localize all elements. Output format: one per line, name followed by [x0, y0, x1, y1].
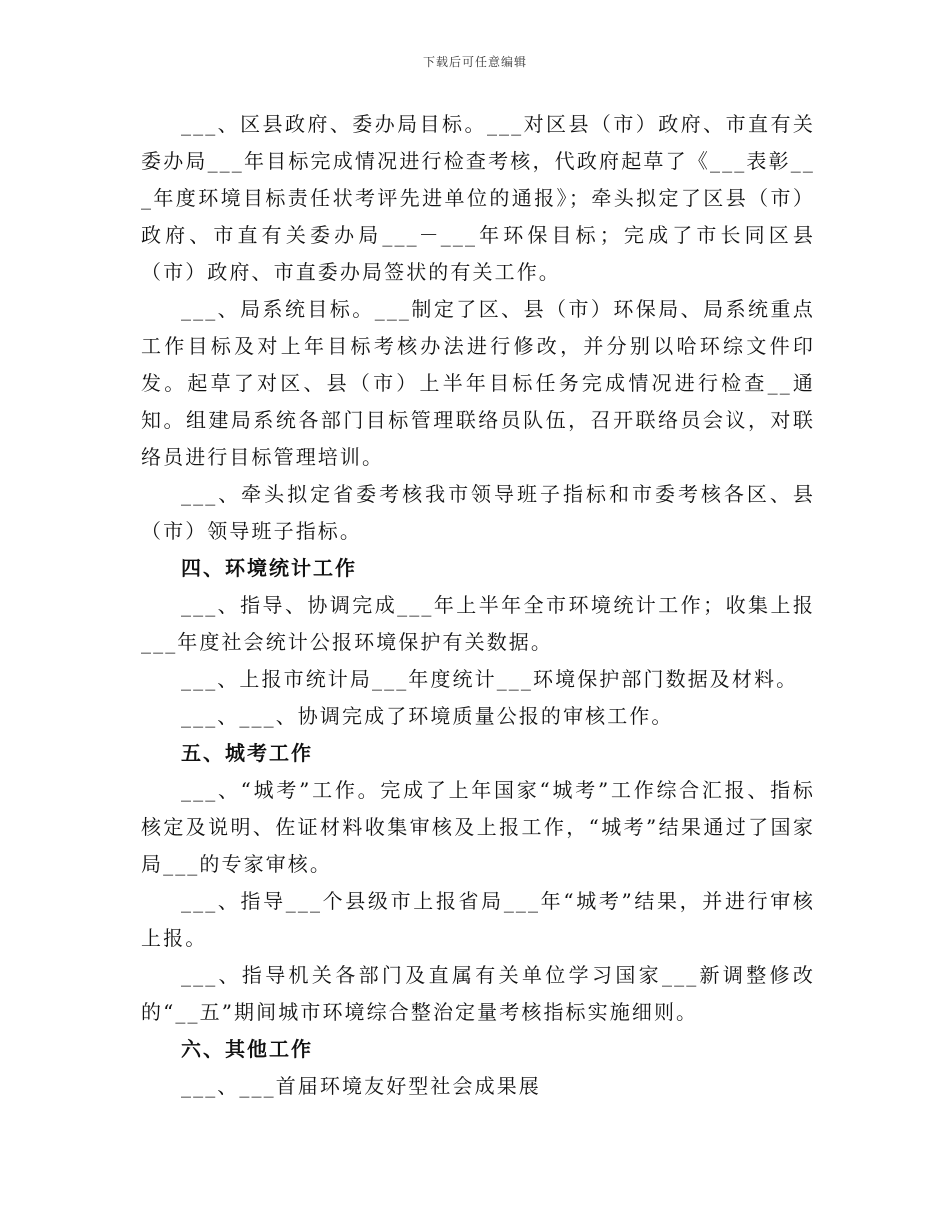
- section-heading-other-work: 六、其他工作: [181, 1037, 313, 1061]
- paragraph-bureau-targets: ___、局系统目标。___制定了区、县（市）环保局、局系统重点工作目标及对上年目标考核办法进行修改，并分别以哈环综文件印发。起草了对区、县（市）上半年目标任务完成情况进行检查__通知。组建局系统各部门目标管理联络员队伍，召开联络员会议，对联络员进行目标管理培训。: [141, 297, 815, 469]
- document-body: [141, 106, 815, 1105]
- paragraph-city-assessment-work: ___、“城考”工作。完成了上年国家“城考”工作综合汇报、指标核定及说明、佐证材料收集审核及上报工作，“城考”结果通过了国家局___的专家审核。: [141, 778, 815, 876]
- paragraph-quality-bulletin: ___、___、协调完成了环境质量公报的审核工作。: [181, 704, 674, 728]
- paragraph-statistics-report: ___、上报市统计局___年度统计___环境保护部门数据及材料。: [181, 667, 799, 691]
- section-heading-statistics: 四、环境统计工作: [181, 556, 357, 580]
- page-header: 下载后可任意编辑: [422, 55, 527, 69]
- paragraph-leadership-indicators: ___、牵头拟定省委考核我市领导班子指标和市委考核各区、县（市）领导班子指标。: [141, 482, 815, 543]
- paragraph-assessment-rules: ___、指导机关各部门及直属有关单位学习国家___新调整修改的“__五”期间城市环境综合整治定量考核指标实施细则。: [141, 963, 815, 1024]
- paragraph-county-results: ___、指导___个县级市上报省局___年“城考”结果，并进行审核上报。: [141, 889, 815, 950]
- section-heading-city-assessment: 五、城考工作: [181, 741, 313, 765]
- paragraph-exhibition: ___、___首届环境友好型社会成果展: [181, 1074, 541, 1098]
- paragraph-statistics-guidance: ___、指导、协调完成___年上半年全市环境统计工作；收集上报___年度社会统计公报环境保护有关数据。: [141, 593, 815, 654]
- paragraph-district-targets: ___、区县政府、委办局目标。___对区县（市）政府、市直有关委办局___年目标完成情况进行检查考核，代政府起草了《___表彰___年度环境目标责任状考评先进单位的通报》；牵头拟定了区县（市）政府、市直有关委办局___－___年环保目标；完成了市长同区县（市）政府、市直委办局签状的有关工作。: [141, 112, 815, 284]
